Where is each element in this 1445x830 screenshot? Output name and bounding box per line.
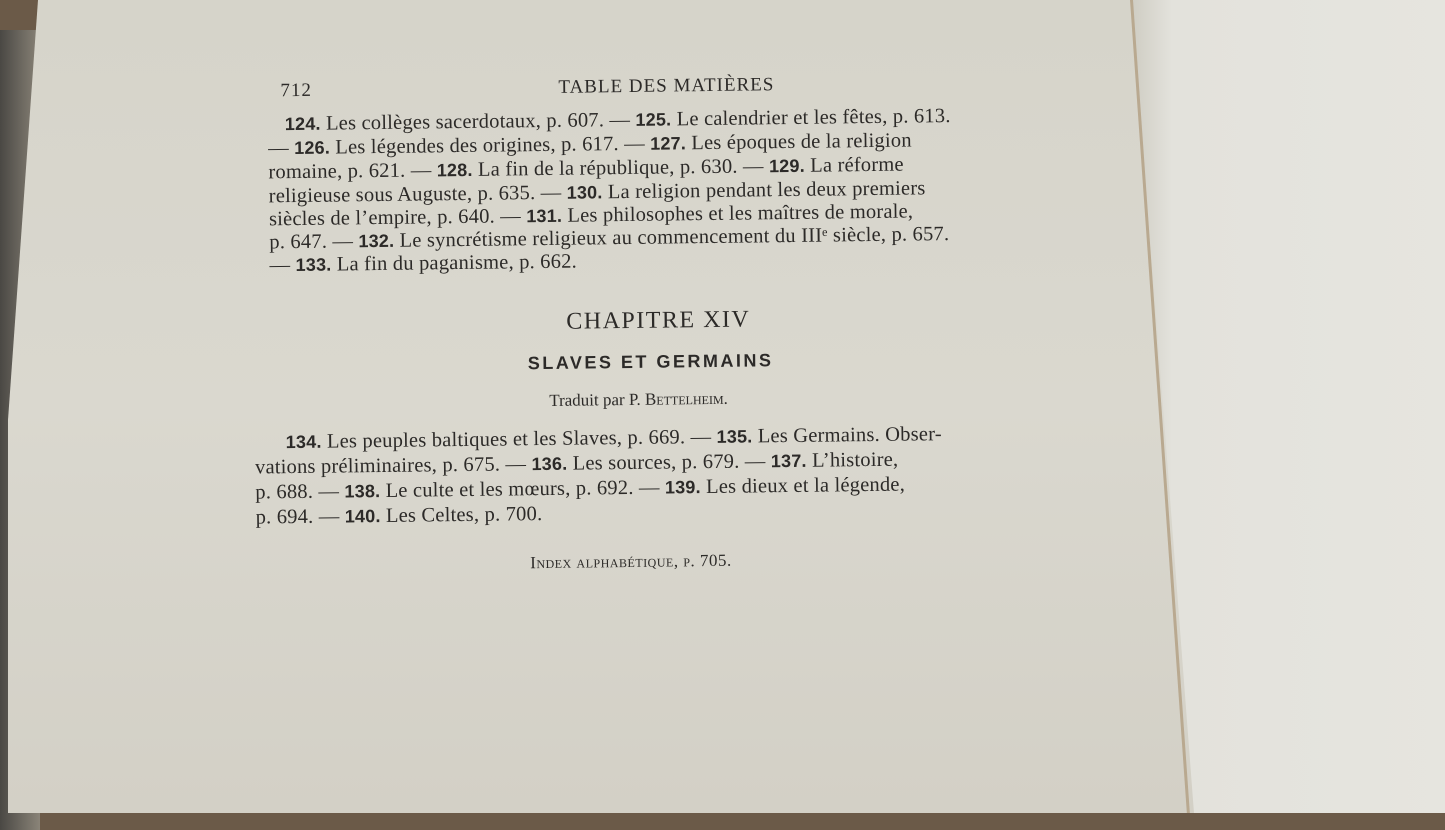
entry-text: vations préliminaires, p. 675. —: [254, 453, 532, 479]
toc-line: [269, 251, 577, 278]
entry-text: Les Celtes, p. 700.: [380, 503, 543, 528]
entry-text: La réforme: [804, 153, 904, 177]
entry-number: 130.: [566, 182, 603, 203]
entry-number: 140.: [344, 506, 381, 527]
entry-text: La fin du paganisme, p. 662.: [331, 250, 578, 276]
entry-number: 125.: [635, 109, 672, 130]
toc-line: [256, 503, 543, 530]
entry-number: 127.: [650, 133, 687, 154]
entry-text: Le culte et les mœurs, p. 692. —: [380, 476, 666, 503]
entry-number: 133.: [295, 254, 332, 276]
entry-text: religieuse sous Auguste, p. 635. —: [268, 181, 567, 208]
entry-text: L’histoire,: [806, 448, 899, 472]
entry-text: Le calendrier et les fêtes, p. 613.: [671, 105, 951, 131]
entry-text: Les époques de la religion: [685, 129, 912, 155]
entry-text: Les philosophes et les maîtres de morale,: [561, 200, 914, 227]
entry-number: 129.: [768, 155, 805, 177]
entry-number: 128.: [436, 159, 473, 181]
entry-text: p. 647. —: [269, 230, 359, 254]
entry-text: Le syncrétisme religieux au commencement du IIIᵉ siècle, p. 657.: [394, 223, 950, 252]
entry-text: —: [268, 137, 295, 160]
translator-credit: [549, 389, 728, 411]
entry-number: 136.: [531, 453, 568, 475]
entry-number: 132.: [358, 230, 395, 252]
entry-text: Les sources, p. 679. —: [567, 450, 771, 475]
page-number: 712: [280, 79, 313, 102]
entry-number: 137.: [770, 450, 807, 472]
entry-text: —: [269, 254, 296, 277]
entry-text: romaine, p. 621. —: [268, 159, 437, 184]
running-header: [280, 74, 820, 102]
translator-name: Bettelheim.: [644, 388, 728, 409]
entry-number: 138.: [344, 481, 381, 502]
entry-text: p. 688. —: [255, 480, 345, 504]
entry-text: Les dieux et la légende,: [700, 473, 906, 499]
entry-number: 135.: [716, 426, 753, 447]
translator-prefix: Traduit par P.: [549, 389, 646, 410]
chapter-heading: CHAPITRE XIV: [566, 306, 751, 335]
entry-number: 126.: [294, 137, 331, 159]
entry-text: Les peuples baltiques et les Slaves, p. 669. —: [321, 425, 717, 453]
entry-text: Les Germains. Obser-: [752, 423, 942, 448]
entry-number: 124.: [284, 113, 321, 135]
entry-text: Les légendes des origines, p. 617. —: [329, 132, 651, 159]
chapter-title: SLAVES ET GERMAINS: [527, 350, 774, 374]
entry-text: p. 694. —: [255, 505, 345, 529]
entry-number: 139.: [664, 477, 701, 498]
entry-text: La fin de la république, p. 630. —: [472, 155, 770, 181]
entry-text: La religion pendant les deux premiers: [602, 177, 926, 204]
index-entry: Index alphabétique, p. 705.: [530, 550, 732, 573]
entry-number: 134.: [285, 431, 322, 453]
entry-text: siècles de l’empire, p. 640. —: [268, 205, 527, 231]
running-title: TABLE DES MATIÈRES: [558, 74, 775, 98]
entry-number: 131.: [526, 205, 563, 227]
entry-text: Les collèges sacerdotaux, p. 607. —: [320, 108, 636, 135]
